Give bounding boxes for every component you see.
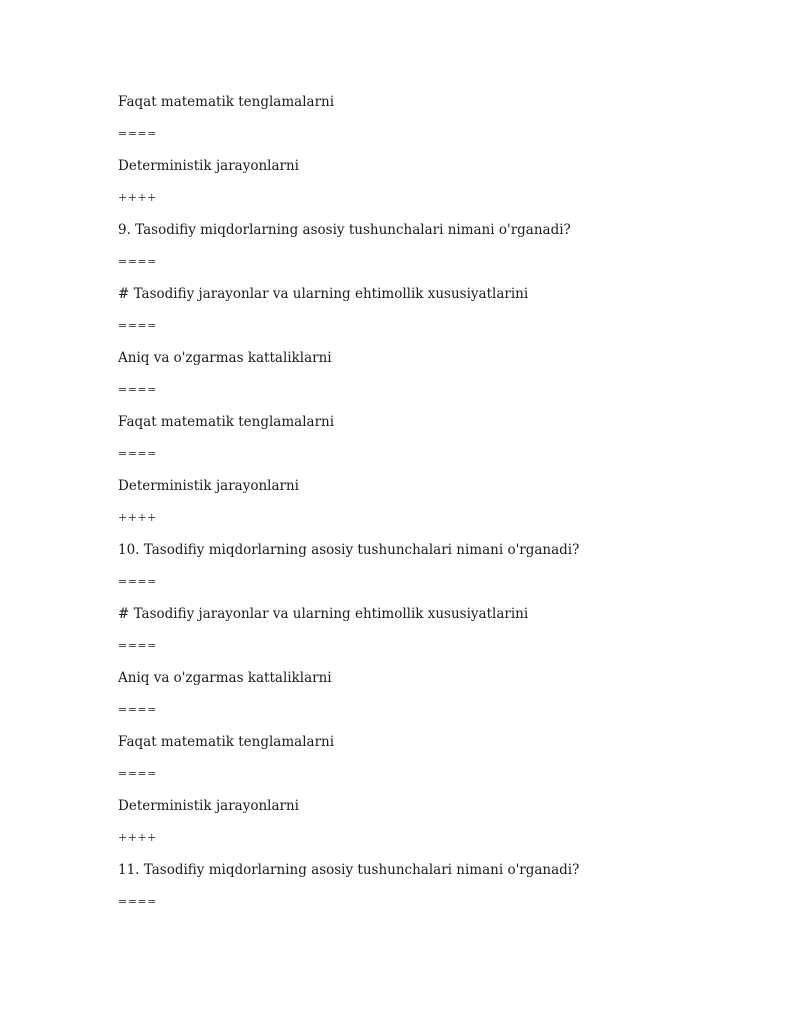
text-line: Deterministik jarayonlarni <box>118 798 299 814</box>
separator-line: ==== <box>118 255 157 268</box>
text-line: Aniq va o'zgarmas kattaliklarni <box>118 350 332 366</box>
separator-line: ==== <box>118 575 157 588</box>
separator-line: ==== <box>118 319 157 332</box>
text-line: Aniq va o'zgarmas kattaliklarni <box>118 670 332 686</box>
separator-line: ==== <box>118 639 157 652</box>
text-line: 10. Tasodifiy miqdorlarning asosiy tushunchalari nimani o'rganadi? <box>118 542 580 558</box>
separator-line: ++++ <box>118 191 157 204</box>
separator-line: ==== <box>118 127 157 140</box>
text-line: Faqat matematik tenglamalarni <box>118 94 335 110</box>
text-line: 11. Tasodifiy miqdorlarning asosiy tushunchalari nimani o'rganadi? <box>118 862 580 878</box>
text-line: Faqat matematik tenglamalarni <box>118 414 335 430</box>
separator-line: ++++ <box>118 511 157 524</box>
separator-line: ==== <box>118 767 157 780</box>
separator-line: ==== <box>118 703 157 716</box>
separator-line: ==== <box>118 447 157 460</box>
document-body <box>118 92 758 924</box>
separator-line: ++++ <box>118 831 157 844</box>
text-line: Deterministik jarayonlarni <box>118 158 299 174</box>
text-line: Deterministik jarayonlarni <box>118 478 299 494</box>
text-line: 9. Tasodifiy miqdorlarning asosiy tushunchalari nimani o'rganadi? <box>118 222 571 238</box>
separator-line: ==== <box>118 895 157 908</box>
text-line: # Tasodifiy jarayonlar va ularning ehtimollik xususiyatlarini <box>118 606 529 622</box>
text-line: Faqat matematik tenglamalarni <box>118 734 335 750</box>
text-line: # Tasodifiy jarayonlar va ularning ehtimollik xususiyatlarini <box>118 286 529 302</box>
separator-line: ==== <box>118 383 157 396</box>
